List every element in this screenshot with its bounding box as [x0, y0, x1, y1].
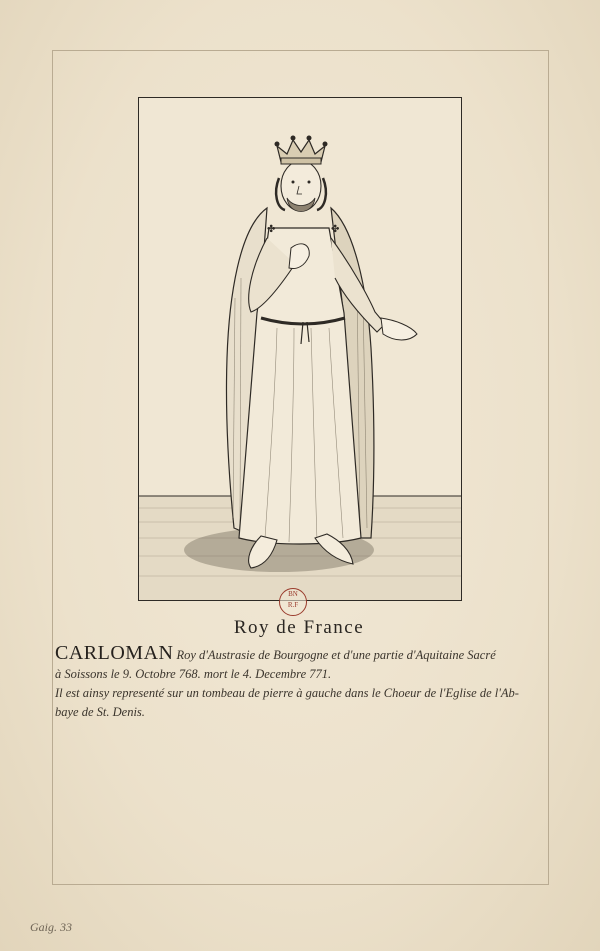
king-figure-illustration: [139, 98, 461, 600]
svg-text:✤: ✤: [331, 224, 340, 235]
engraving-frame: [138, 97, 462, 601]
svg-text:✤: ✤: [267, 224, 276, 235]
caption-line-2: à Soissons le 9. Octobre 768. mort le 4. Decembre 771.: [55, 667, 332, 681]
catalog-mark: Gaig. 33: [30, 920, 72, 934]
library-stamp: BN R.F: [279, 588, 307, 616]
caption-line-1: CARLOMAN Roy d'Austrasie de Bourgogne et d'une partie d'Aquitaine Sacré: [55, 642, 496, 664]
plate-title: Roy de France: [233, 617, 365, 638]
right-hand: [381, 318, 417, 340]
head: [281, 161, 321, 211]
caption-line-4: baye de St. Denis.: [55, 705, 145, 719]
caption-line-3: Il est ainsy representé sur un tombeau de pierre à gauche dans le Choeur de l'Eglise de l'Ab-: [55, 686, 519, 700]
king-name: CARLOMAN: [55, 642, 174, 664]
caption-block: [55, 644, 555, 722]
